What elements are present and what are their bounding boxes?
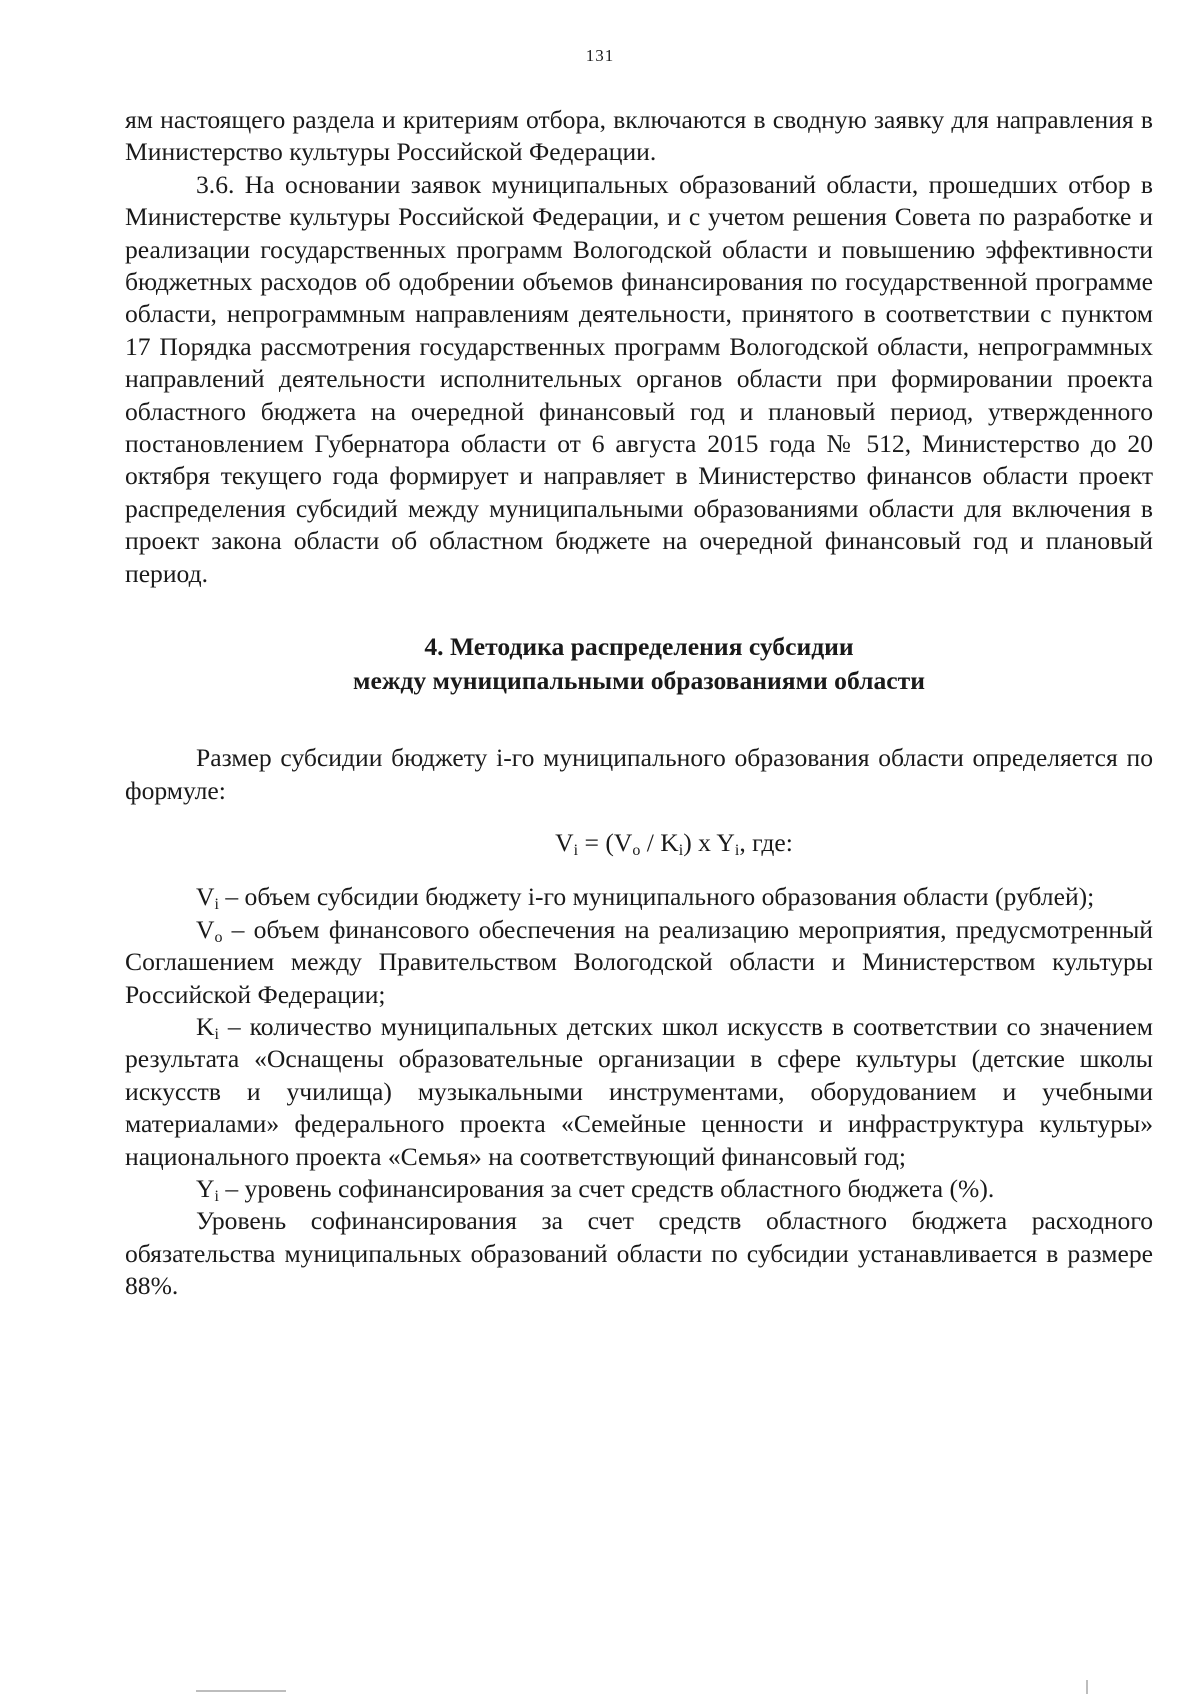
definition-vo: $V_o$ – объем финансового обеспечения на реализацию мероприятия, предусмотренный Соглашением между Правительством Вологодской области и Министерством культуры Российской Федерации; [125, 914, 1153, 1009]
paragraph-continuation: ям настоящего раздела и критериям отбора, включаются в сводную заявку для направления в Министерство культуры Российской Федерации. [125, 105, 1153, 167]
definition-ki: $K_i$ – количество муниципальных детских школ искусств в соответствии со значением результата «Оснащены образовательные организации в сфере культуры (детские школы искусств и училища) музыкальными инструментами, оборудованием и учебными материалами» федерального проекта «Семейные ценности и инфраструктура культуры» национального проекта «Семья» на соответствующий финансовый год; [125, 1011, 1153, 1171]
scan-artifact [196, 1690, 286, 1692]
formula-intro: Размер субсидии бюджету i-го муниципального образования области определяется по формуле: [125, 743, 1153, 805]
section-title-line-1: 4. Методика распределения субсидии [424, 632, 854, 662]
section-heading [125, 630, 1153, 698]
section-title-line-2: между муниципальными образованиями области [353, 666, 925, 696]
scan-artifact [1086, 1680, 1088, 1694]
paragraph-3-6: 3.6. На основании заявок муниципальных образований области, прошедших отбор в Министерстве культуры Российской Федерации, и с учетом решения Совета по разработке и реализации государственных программ Вологодской области и повышению эффективности бюджетных расходов об одобрении объемов финансирования по государственной программе области, непрограммным направлениям деятельности, принятого в соответствии с пунктом 17 Порядка рассмотрения государственных программ Вологодской области, непрограммных направлений деятельности исполнительных органов области при формировании проекта областного бюджета на очередной финансовый год и плановый период, утвержденного постановлением Губернатора области от 6 августа 2015 года № 512, Министерство до 20 октября текущего года формирует и направляет в Министерство финансов области проект распределения субсидий между муниципальными образованиями области для включения в проект закона области об областном бюджете на очередной финансовый год и плановый период. [125, 169, 1153, 588]
definition-vi: $V_i$ – объем субсидии бюджету i-го муниципального образования области (рублей); [196, 882, 1095, 914]
document-body [125, 104, 1153, 1303]
formula-definitions [125, 881, 1153, 1302]
subsidy-formula: $V_i = (V_o / K_i)$ x $Y_i$, где: [555, 827, 793, 859]
spacer [125, 698, 1153, 742]
page-number: 131 [585, 46, 615, 65]
definition-yi: $Y_i$ – уровень софинансирования за счет средств областного бюджета (%). [196, 1173, 995, 1205]
paragraph-cofinancing-level: Уровень софинансирования за счет средств областного бюджета расходного обязательства муниципальных образований области по субсидии устанавливается в размере 88%. [125, 1206, 1153, 1301]
